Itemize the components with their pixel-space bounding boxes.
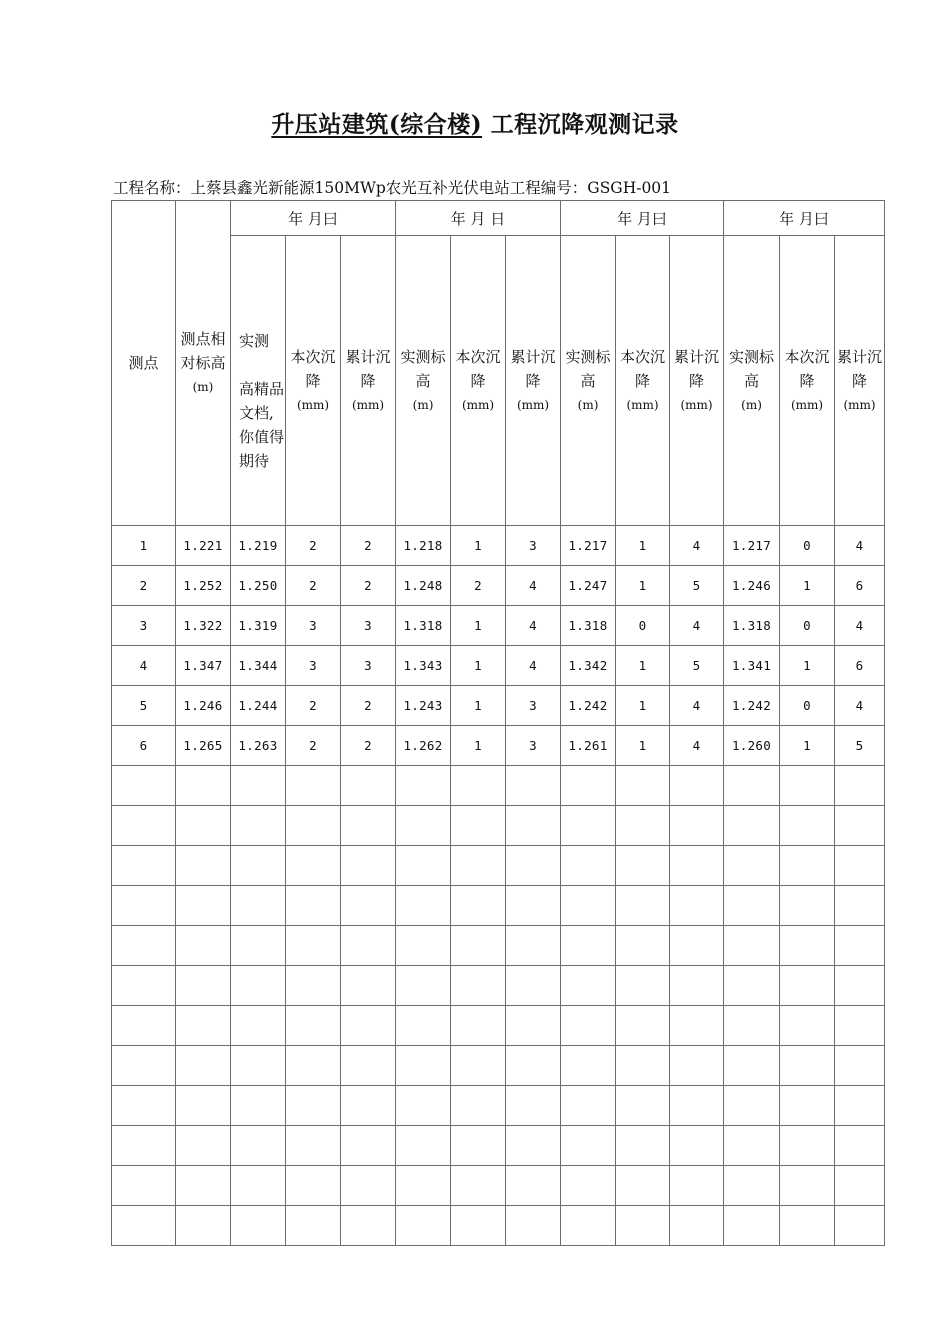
table-cell: 1.217 (724, 526, 780, 566)
table-cell: 1.247 (561, 566, 616, 606)
table-cell (341, 766, 396, 806)
table-cell (724, 846, 780, 886)
table-row (112, 606, 885, 646)
table-cell: 1.221 (176, 526, 231, 566)
header-cumulative-3: 累计沉降 (mm) (670, 236, 724, 526)
table-cell (506, 1126, 561, 1166)
table-row (112, 526, 885, 566)
table-cell: 4 (670, 726, 724, 766)
table-cell (724, 1086, 780, 1126)
table-cell (341, 1086, 396, 1126)
table-cell (616, 766, 670, 806)
table-cell (616, 1206, 670, 1246)
table-row (112, 1166, 885, 1206)
table-cell (724, 1046, 780, 1086)
table-cell: 2 (286, 686, 341, 726)
table-cell (176, 886, 231, 926)
table-row (112, 966, 885, 1006)
table-cell: 1 (616, 646, 670, 686)
table-cell (780, 1126, 835, 1166)
page-title (0, 106, 950, 139)
table-row (112, 1086, 885, 1126)
table-cell: 1.219 (231, 526, 286, 566)
table-cell (112, 1206, 176, 1246)
table-cell (286, 766, 341, 806)
table-cell (670, 766, 724, 806)
table-cell (780, 806, 835, 846)
table-cell (506, 1166, 561, 1206)
table-cell (506, 846, 561, 886)
table-cell (231, 966, 286, 1006)
table-cell (396, 1086, 451, 1126)
table-cell (561, 886, 616, 926)
table-cell (670, 1006, 724, 1046)
table-cell (724, 1166, 780, 1206)
table-cell: 1.242 (724, 686, 780, 726)
table-cell (670, 1166, 724, 1206)
table-cell: 6 (112, 726, 176, 766)
project-info-line: 工程名称：上蔡县鑫光新能源150MWp农光互补光伏电站工程编号：GSGH-001 (113, 179, 672, 197)
table-cell (780, 1086, 835, 1126)
table-cell (176, 1006, 231, 1046)
table-row (112, 766, 885, 806)
table-cell (780, 886, 835, 926)
table-cell (451, 886, 506, 926)
table-cell (231, 806, 286, 846)
table-cell: 1 (451, 686, 506, 726)
table-cell: 1.242 (561, 686, 616, 726)
table-cell (780, 1206, 835, 1246)
table-cell (561, 926, 616, 966)
table-cell (506, 1086, 561, 1126)
table-cell (451, 966, 506, 1006)
title-record: 工程沉降观测记录 (482, 111, 679, 138)
table-cell: 3 (286, 606, 341, 646)
table-cell (780, 1046, 835, 1086)
table-cell: 2 (286, 726, 341, 766)
table-cell (506, 886, 561, 926)
table-cell (506, 1046, 561, 1086)
table-cell (396, 886, 451, 926)
table-cell (112, 886, 176, 926)
table-cell: 1.262 (396, 726, 451, 766)
table-cell: 1.318 (561, 606, 616, 646)
header-measured-group1: 实测 高精品文档,你值得期待 (231, 236, 286, 526)
table-cell (231, 1046, 286, 1086)
table-cell (341, 846, 396, 886)
table-cell (780, 846, 835, 886)
table-cell: 1.246 (724, 566, 780, 606)
table-cell (616, 966, 670, 1006)
table-cell: 3 (506, 726, 561, 766)
table-cell: 1.261 (561, 726, 616, 766)
table-cell (506, 926, 561, 966)
table-cell: 4 (835, 526, 885, 566)
table-cell: 1 (616, 686, 670, 726)
table-row (112, 846, 885, 886)
header-measured-3: 实测标高 (m) (561, 236, 616, 526)
table-cell (724, 1126, 780, 1166)
table-cell (561, 1166, 616, 1206)
table-cell (396, 966, 451, 1006)
table-cell (835, 886, 885, 926)
table-cell (561, 1046, 616, 1086)
table-cell (616, 926, 670, 966)
table-row (112, 726, 885, 766)
table-cell (835, 1126, 885, 1166)
table-cell (396, 1206, 451, 1246)
header-date-4: 年 月曰 (724, 201, 885, 236)
table-cell (176, 1126, 231, 1166)
header-point: 测点 (112, 201, 176, 526)
table-cell (835, 1206, 885, 1246)
table-cell (616, 1126, 670, 1166)
table-cell (176, 926, 231, 966)
table-cell (780, 1006, 835, 1046)
table-cell (286, 886, 341, 926)
table-cell (670, 846, 724, 886)
header-this-time-2: 本次沉降 (mm) (451, 236, 506, 526)
table-cell: 1.246 (176, 686, 231, 726)
table-cell: 1.341 (724, 646, 780, 686)
header-date-1: 年 月曰 (231, 201, 396, 236)
table-cell (341, 1006, 396, 1046)
table-cell (112, 846, 176, 886)
table-cell (724, 1006, 780, 1046)
header-measured-2: 实测标高 (m) (396, 236, 451, 526)
table-cell (231, 1126, 286, 1166)
table-cell: 1 (451, 606, 506, 646)
table-cell (396, 1006, 451, 1046)
table-cell (506, 1006, 561, 1046)
table-cell (561, 1086, 616, 1126)
table-cell (616, 886, 670, 926)
table-row (112, 1206, 885, 1246)
table-cell (231, 846, 286, 886)
table-cell: 1.248 (396, 566, 451, 606)
table-cell: 1 (112, 526, 176, 566)
table-cell: 4 (506, 566, 561, 606)
table-cell (451, 1206, 506, 1246)
table-row (112, 566, 885, 606)
header-cumulative-4: 累计沉降 (mm) (835, 236, 885, 526)
table-cell (724, 806, 780, 846)
table-cell (341, 926, 396, 966)
table-cell (112, 766, 176, 806)
table-cell (451, 1166, 506, 1206)
table-cell (231, 886, 286, 926)
table-cell: 2 (341, 526, 396, 566)
table-cell (835, 966, 885, 1006)
table-row (112, 806, 885, 846)
table-cell: 1.344 (231, 646, 286, 686)
table-cell (286, 1206, 341, 1246)
table-row (112, 886, 885, 926)
table-cell: 1.218 (396, 526, 451, 566)
table-cell (341, 966, 396, 1006)
table-cell: 3 (112, 606, 176, 646)
table-cell: 1 (451, 726, 506, 766)
table-cell: 0 (616, 606, 670, 646)
table-cell: 3 (341, 606, 396, 646)
table-cell: 1.347 (176, 646, 231, 686)
table-cell (451, 766, 506, 806)
table-cell (286, 806, 341, 846)
table-cell: 0 (780, 686, 835, 726)
table-cell (561, 806, 616, 846)
table-cell (231, 1166, 286, 1206)
table-cell: 3 (506, 686, 561, 726)
table-cell (231, 1086, 286, 1126)
table-cell: 3 (506, 526, 561, 566)
table-cell (112, 806, 176, 846)
table-cell: 1.322 (176, 606, 231, 646)
table-cell (670, 1046, 724, 1086)
table-cell (341, 1206, 396, 1246)
table-cell: 2 (451, 566, 506, 606)
table-cell (231, 766, 286, 806)
table-cell (286, 1126, 341, 1166)
table-cell (286, 966, 341, 1006)
table-cell: 2 (286, 566, 341, 606)
table-cell (780, 926, 835, 966)
table-cell (670, 926, 724, 966)
table-cell (835, 766, 885, 806)
table-cell (341, 1126, 396, 1166)
table-cell: 6 (835, 646, 885, 686)
table-cell (231, 1006, 286, 1046)
table-cell (616, 846, 670, 886)
table-row (112, 1126, 885, 1166)
table-cell (780, 966, 835, 1006)
table-cell (506, 766, 561, 806)
table-cell: 1 (451, 646, 506, 686)
table-cell (286, 1006, 341, 1046)
table-cell (506, 806, 561, 846)
table-cell: 6 (835, 566, 885, 606)
table-cell (561, 1006, 616, 1046)
table-cell: 1.343 (396, 646, 451, 686)
header-measured-4: 实测标高 (m) (724, 236, 780, 526)
table-cell: 1 (616, 566, 670, 606)
table-cell: 4 (506, 646, 561, 686)
table-cell (341, 806, 396, 846)
table-cell (561, 966, 616, 1006)
table-cell: 1.250 (231, 566, 286, 606)
table-cell (176, 806, 231, 846)
header-this-time-1: 本次沉降 (mm) (286, 236, 341, 526)
table-cell (835, 1006, 885, 1046)
table-cell: 4 (835, 686, 885, 726)
table-cell (286, 1046, 341, 1086)
table-cell (341, 886, 396, 926)
table-cell: 4 (670, 686, 724, 726)
table-row (112, 1046, 885, 1086)
table-cell (506, 966, 561, 1006)
table-cell (835, 1086, 885, 1126)
table-cell (231, 1206, 286, 1246)
table-cell (112, 926, 176, 966)
table-cell (112, 966, 176, 1006)
table-cell (396, 1166, 451, 1206)
table-cell (561, 846, 616, 886)
table-cell: 4 (670, 606, 724, 646)
table-cell (670, 886, 724, 926)
table-cell (396, 806, 451, 846)
table-cell (451, 926, 506, 966)
table-cell: 2 (112, 566, 176, 606)
table-cell (396, 1046, 451, 1086)
table-cell: 1.252 (176, 566, 231, 606)
table-cell (396, 766, 451, 806)
table-cell: 5 (835, 726, 885, 766)
table-cell (616, 1166, 670, 1206)
table-cell (670, 966, 724, 1006)
table-cell: 1.260 (724, 726, 780, 766)
table-cell: 1 (780, 726, 835, 766)
table-cell (616, 806, 670, 846)
table-cell (670, 1126, 724, 1166)
table-cell: 1.265 (176, 726, 231, 766)
table-cell: 1.342 (561, 646, 616, 686)
header-relative-elevation: 测点相对标高 (m) (176, 201, 231, 526)
table-cell (616, 1006, 670, 1046)
table-cell (286, 846, 341, 886)
table-row (112, 646, 885, 686)
header-cumulative-1: 累计沉降 (mm) (341, 236, 396, 526)
header-this-time-4: 本次沉降 (mm) (780, 236, 835, 526)
table-cell: 4 (506, 606, 561, 646)
settlement-table (111, 200, 885, 1246)
table-cell (670, 1206, 724, 1246)
table-cell (670, 806, 724, 846)
table-cell: 1.318 (396, 606, 451, 646)
table-cell: 1 (780, 646, 835, 686)
table-cell (724, 966, 780, 1006)
table-cell (112, 1126, 176, 1166)
table-cell (616, 1086, 670, 1126)
table-cell (451, 806, 506, 846)
table-cell (451, 1046, 506, 1086)
table-cell (724, 926, 780, 966)
title-building: 升压站建筑(综合楼) (271, 111, 483, 138)
table-row (112, 1006, 885, 1046)
table-cell: 2 (286, 526, 341, 566)
table-cell: 0 (780, 526, 835, 566)
table-cell (176, 1166, 231, 1206)
table-cell (451, 1086, 506, 1126)
table-cell (670, 1086, 724, 1126)
table-cell: 5 (670, 646, 724, 686)
table-cell (176, 966, 231, 1006)
table-cell: 1 (780, 566, 835, 606)
table-cell: 0 (780, 606, 835, 646)
table-cell (176, 1086, 231, 1126)
table-cell (835, 806, 885, 846)
table-cell (835, 926, 885, 966)
table-cell (835, 1046, 885, 1086)
header-this-time-3: 本次沉降 (mm) (616, 236, 670, 526)
table-cell (724, 886, 780, 926)
table-cell (396, 1126, 451, 1166)
table-cell (341, 1046, 396, 1086)
table-row (112, 926, 885, 966)
table-cell (176, 766, 231, 806)
table-cell (616, 1046, 670, 1086)
table-cell (451, 1126, 506, 1166)
table-cell: 1.243 (396, 686, 451, 726)
table-cell (835, 846, 885, 886)
table-row (112, 686, 885, 726)
table-cell (231, 926, 286, 966)
table-cell: 3 (341, 646, 396, 686)
table-cell (561, 1206, 616, 1246)
table-cell (724, 766, 780, 806)
table-cell (835, 1166, 885, 1206)
table-cell (724, 1206, 780, 1246)
table-cell: 1 (616, 526, 670, 566)
table-cell (112, 1166, 176, 1206)
table-cell: 4 (835, 606, 885, 646)
table-cell: 1.217 (561, 526, 616, 566)
table-cell (506, 1206, 561, 1246)
table-cell (780, 1166, 835, 1206)
table-cell (112, 1006, 176, 1046)
table-cell (176, 846, 231, 886)
table-cell (112, 1086, 176, 1126)
table-cell: 3 (286, 646, 341, 686)
table-cell (451, 1006, 506, 1046)
table-cell (451, 846, 506, 886)
table-cell (396, 926, 451, 966)
table-cell (286, 1086, 341, 1126)
table-cell: 1 (451, 526, 506, 566)
table-cell (286, 926, 341, 966)
table-cell (176, 1206, 231, 1246)
table-cell (341, 1166, 396, 1206)
table-cell: 1.244 (231, 686, 286, 726)
table-cell: 5 (670, 566, 724, 606)
table-cell: 5 (112, 686, 176, 726)
table-cell (112, 1046, 176, 1086)
table-cell (396, 846, 451, 886)
table-cell: 2 (341, 726, 396, 766)
table-cell: 1.263 (231, 726, 286, 766)
table-cell: 4 (112, 646, 176, 686)
table-cell: 4 (670, 526, 724, 566)
table-cell (176, 1046, 231, 1086)
table-cell (561, 1126, 616, 1166)
table-cell: 1.318 (724, 606, 780, 646)
table-cell (286, 1166, 341, 1206)
table-cell: 1.319 (231, 606, 286, 646)
header-date-2: 年 月 日 (396, 201, 561, 236)
header-cumulative-2: 累计沉降 (mm) (506, 236, 561, 526)
table-cell (561, 766, 616, 806)
table-cell: 2 (341, 686, 396, 726)
table-cell: 1 (616, 726, 670, 766)
table-cell: 2 (341, 566, 396, 606)
header-date-3: 年 月曰 (561, 201, 724, 236)
table-cell (780, 766, 835, 806)
